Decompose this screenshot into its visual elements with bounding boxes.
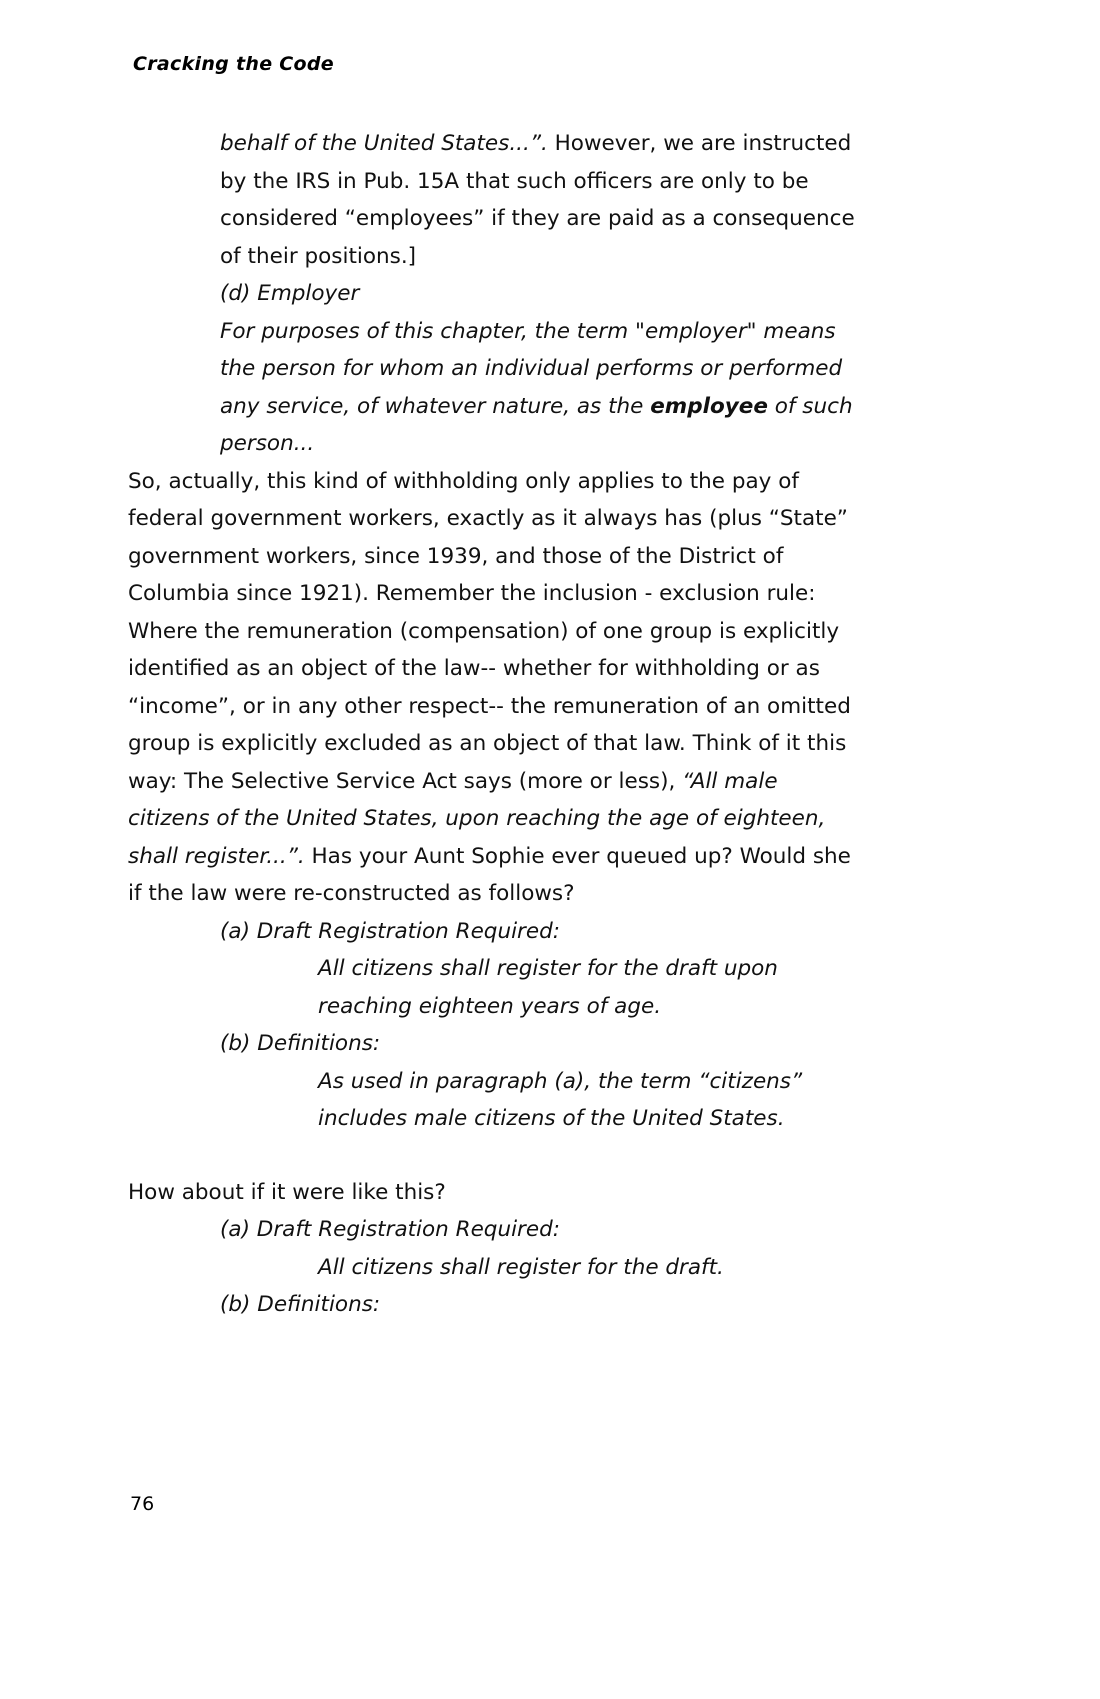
list-item: (a) Draft Registration Required: — [220, 918, 561, 944]
quote-continuation-rest: However, we are instructed by the IRS in Pub. 15A that such officers are only to be considered “employees” if they are paid as a consequence of their positions.] — [220, 131, 855, 269]
running-header: Cracking the Code — [133, 53, 334, 75]
heading-subsection-d: (d) Employer — [220, 281, 360, 306]
blockquote-statute-employee — [220, 125, 858, 463]
analysis-part-one: So, actually, this kind of withholding only applies to the pay of federal government workers, exactly as it always has (plus “State” government workers, since 1939, and those of the District of Columbia since 1921). Remember the inclusion - exclusion rule: Where the remuneration (compensation) of one group is explicitly identified as an object of the law-- whether for withholding or as “income”, or in any other respect-- the remuneration of an omitted group is explicitly excluded as an object of that law. Think of it this way: The Selective Service Act says (more or less), — [128, 468, 851, 794]
analysis-part-two: Has your Aunt Sophie ever queued up? Would she if the law were re-constructed as follows? — [128, 843, 851, 906]
paragraph-how-about: How about if it were like this? — [128, 1179, 446, 1205]
paragraph-quote-continuation — [220, 125, 858, 275]
list-item: (b) Definitions: — [220, 1031, 381, 1056]
list-item: As used in paragraph (a), the term “citizens” includes male citizens of the United States. — [318, 1068, 803, 1131]
list-item: All citizens shall register for the draft. — [318, 1254, 724, 1280]
quote-employer-text: For purposes of this chapter, the term "employer" means the person for whom an individual performs or performed any service, of whatever nature, as the — [220, 318, 843, 419]
list-item: (b) Definitions: — [220, 1292, 381, 1317]
list-item: All citizens shall register for the draft upon reaching eighteen years of age. — [318, 956, 778, 1019]
quote-continuation-italic: behalf of the United States...”. — [220, 131, 548, 156]
paragraph-withholding-analysis — [128, 463, 858, 913]
paragraph-quote-employer — [220, 313, 858, 463]
list-item: (a) Draft Registration Required: — [220, 1217, 561, 1242]
list-reconstruction-first — [128, 913, 858, 1138]
quote-employer-emphasis: employee — [650, 393, 768, 419]
quote-employer-tail: of such person... — [220, 393, 853, 456]
paragraph-spacer — [128, 1138, 858, 1174]
page-body — [128, 125, 858, 1324]
list-reconstruction-second — [128, 1211, 858, 1324]
page-number: 76 — [130, 1493, 155, 1515]
analysis-selective-service-quote: “All male citizens of the United States, upon reaching the age of eighteen, shall register...”. — [128, 768, 826, 869]
